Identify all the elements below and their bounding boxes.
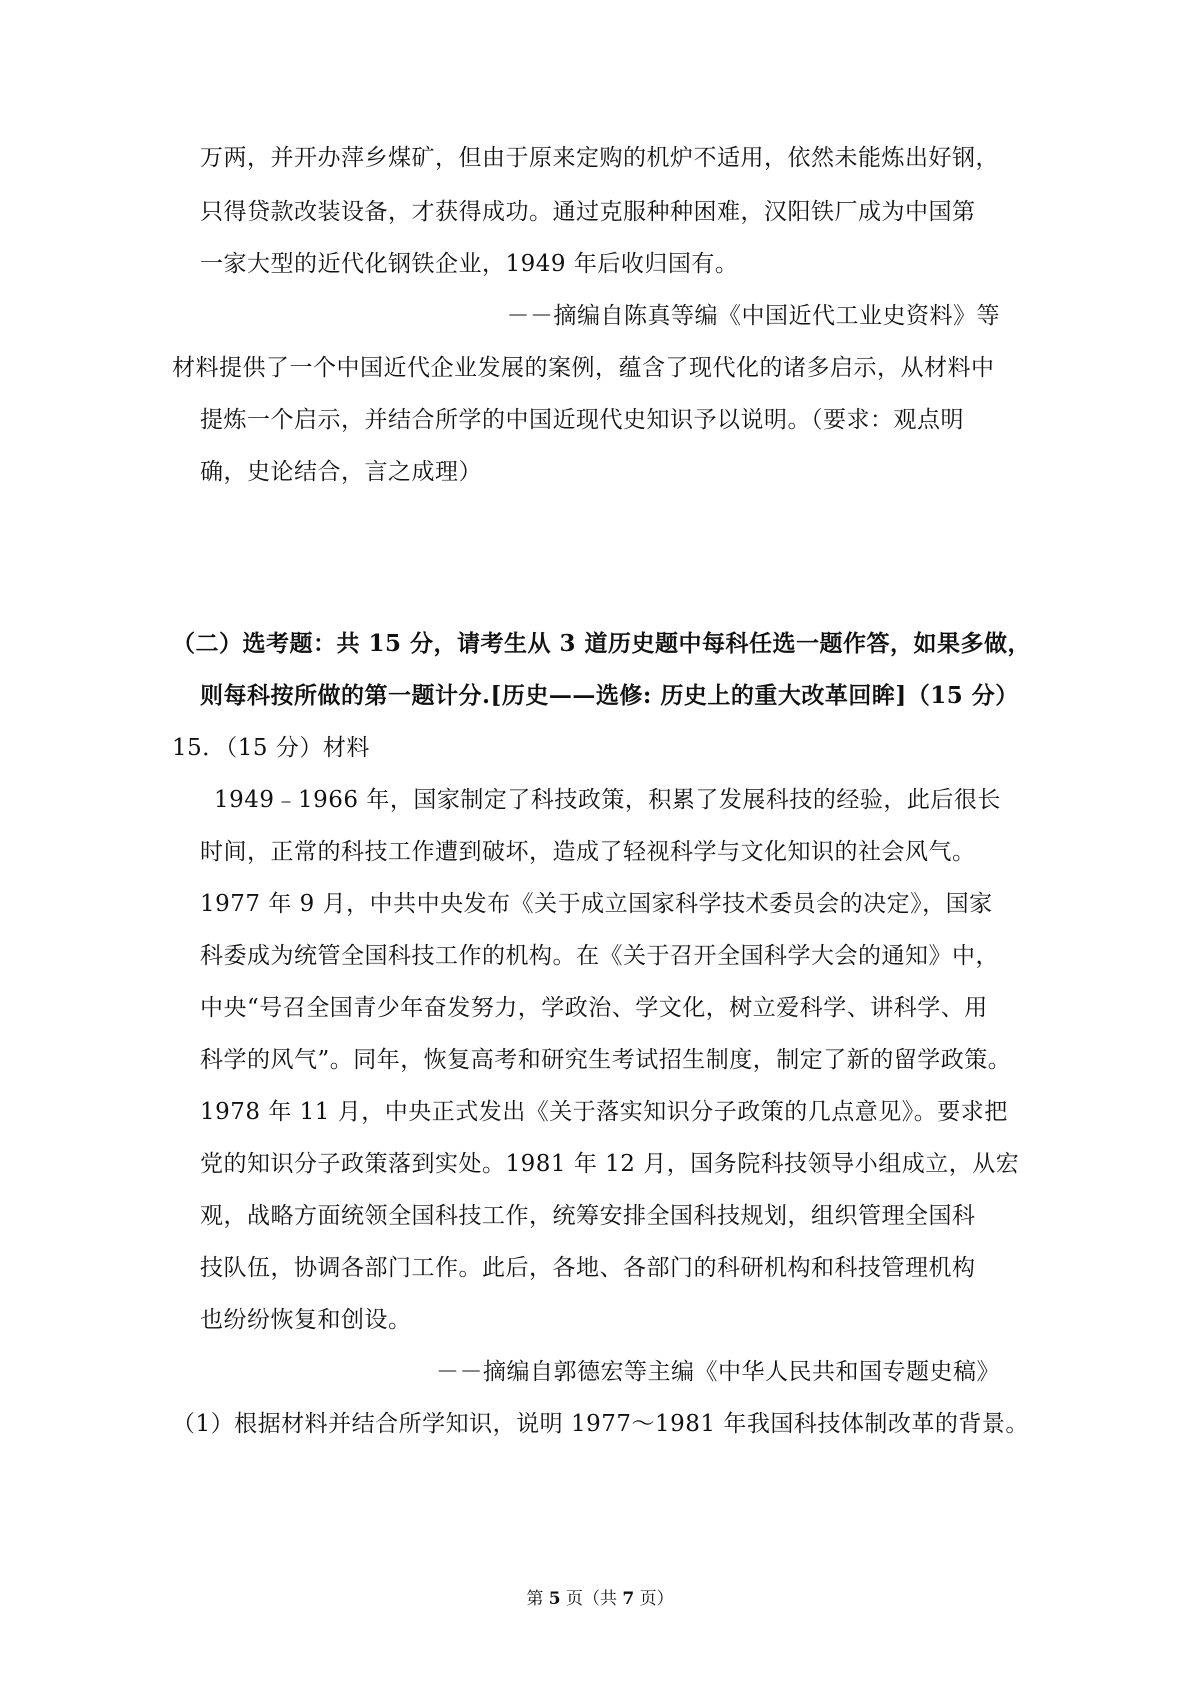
material-line: 1949﹣1966 年，国家制定了科技政策，积累了发展科技的经验，此后很长 <box>214 787 1001 813</box>
sub-question: （1）根据材料并结合所学知识，说明 1977～1981 年我国科技体制改革的背景。 <box>172 1411 1029 1437</box>
material-line: 1977 年 9 月，中共中央发布《关于成立国家科学技术委员会的决定》，国家 <box>200 891 993 917</box>
material-line: 中央“号召全国青少年奋发努力，学政治、学文化，树立爱科学、讲科学、用 <box>200 995 988 1021</box>
material-line: 观，战略方面统领全国科技工作，统筹安排全国科技规划，组织管理全国科 <box>200 1203 976 1229</box>
material-line: 1978 年 11 月，中央正式发出《关于落实知识分子政策的几点意见》。要求把 <box>200 1099 1008 1125</box>
material-source: －－摘编自郭德宏等主编《中华人民共和国专题史稿》 <box>436 1359 1000 1385</box>
material-line: 科学的风气”。同年，恢复高考和研究生考试招生制度，制定了新的留学政策。 <box>200 1047 1012 1073</box>
material-line: 只得贷款改装设备，才获得成功。通过克服种种困难，汉阳铁厂成为中国第 <box>200 199 976 225</box>
material-line: 党的知识分子政策落到实处。1981 年 12 月，国务院科技领导小组成立，从宏 <box>200 1151 1020 1177</box>
material-line: 万两，并开办萍乡煤矿，但由于原来定购的机炉不适用，依然未能炼出好钢， <box>200 145 999 171</box>
question-line: 确，史论结合，言之成理） <box>200 459 482 485</box>
section-heading: （二）选考题：共 15 分，请考生从 3 道历史题中每科任选一题作答，如果多做， <box>172 630 1032 657</box>
material-line: 技队伍，协调各部门工作。此后，各地、各部门的科研机构和科技管理机构 <box>200 1255 976 1281</box>
material-source: －－摘编自陈真等编《中国近代工业史资料》等 <box>506 303 1000 329</box>
material-line: 一家大型的近代化钢铁企业，1949 年后收归国有。 <box>200 251 739 277</box>
page-number: 5 <box>548 1589 561 1609</box>
material-line: 时间，正常的科技工作遭到破坏，造成了轻视科学与文化知识的社会风气。 <box>200 839 976 865</box>
page-footer: 第 5 页（共 7 页） <box>526 1589 674 1609</box>
material-line: 科委成为统管全国科技工作的机构。在《关于召开全国科学大会的通知》中， <box>200 943 999 969</box>
page-total: 7 <box>622 1589 635 1609</box>
question-number: 15．（15 分）材料 <box>172 735 370 761</box>
question-line: 材料提供了一个中国近代企业发展的案例，蕴含了现代化的诸多启示，从材料中 <box>172 355 995 381</box>
question-line: 提炼一个启示，并结合所学的中国近现代史知识予以说明。（要求：观点明 <box>200 407 964 433</box>
section-heading: 则每科按所做的第一题计分.[历史——选修: 历史上的重大改革回眸]（15 分） <box>200 682 1019 709</box>
material-line: 也纷纷恢复和创设。 <box>200 1307 412 1333</box>
